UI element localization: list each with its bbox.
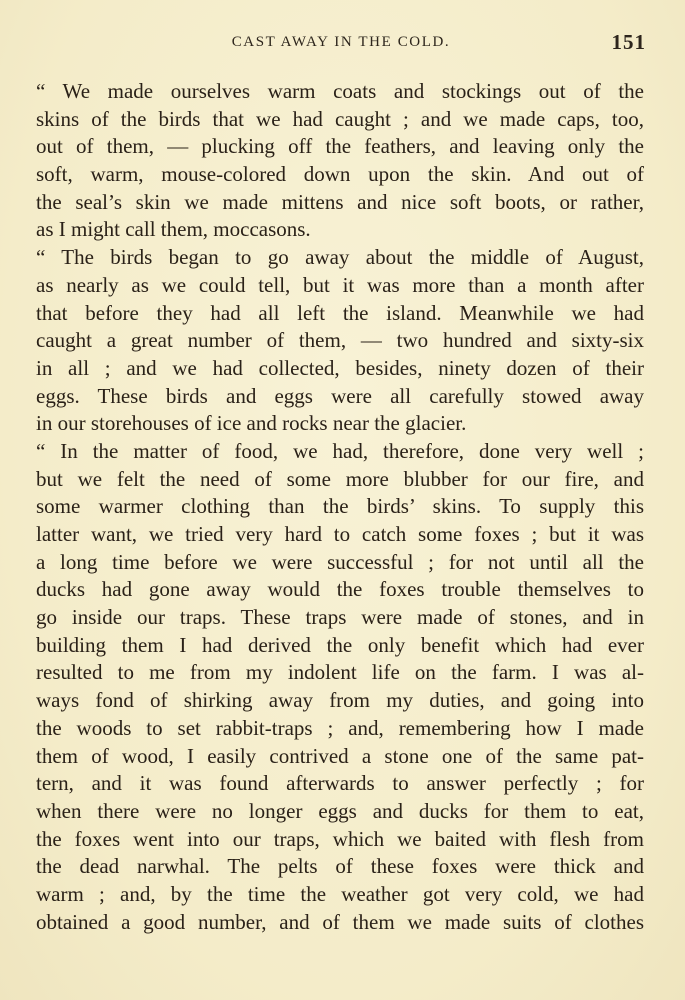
text-line: “ We made ourselves warm coats and stockings out of the xyxy=(36,79,644,103)
text-line: go inside our traps. These traps were made of stones, and in xyxy=(36,605,644,630)
text-line: ducks had gone away would the foxes trouble themselves to xyxy=(36,577,644,602)
text-line: some warmer clothing than the birds’ skins. To supply this xyxy=(36,494,644,519)
text-line: building them I had derived the only benefit which had ever xyxy=(36,632,644,657)
text-line: but we felt the need of some more blubber for our fire, and xyxy=(36,466,644,491)
page-number: 151 xyxy=(611,30,646,54)
text-line: eggs. These birds and eggs were all carefully stowed away xyxy=(36,383,644,408)
text-line: ways fond of shirking away from my duties, and going into xyxy=(36,688,644,713)
text-line: “ In the matter of food, we had, therefore, done very well ; xyxy=(36,438,644,463)
text-line: the woods to set rabbit-traps ; and, remembering how I made xyxy=(36,715,644,740)
text-line: obtained a good number, and of them we made suits of clothes xyxy=(36,909,644,934)
text-line: the seal’s skin we made mittens and nice soft boots, or rather, xyxy=(36,189,644,214)
running-head xyxy=(36,30,646,56)
text-line: warm ; and, by the time the weather got very cold, we had xyxy=(36,881,644,906)
text-line: in all ; and we had collected, besides, ninety dozen of their xyxy=(36,355,644,380)
text-line: skins of the birds that we had caught ; and we made caps, too, xyxy=(36,106,644,131)
body-text xyxy=(36,78,644,936)
text-line: out of them, — plucking off the feathers, and leaving only the xyxy=(36,134,644,159)
text-line: a long time before we were successful ; for not until all the xyxy=(36,549,644,574)
running-title: CAST AWAY IN THE COLD. xyxy=(231,34,451,50)
text-line: resulted to me from my indolent life on the farm. I was al- xyxy=(36,660,644,685)
text-line: as I might call them, moccasons. xyxy=(36,217,311,242)
text-line: in our storehouses of ice and rocks near the glacier. xyxy=(36,411,467,436)
text-line: caught a great number of them, — two hundred and sixty-six xyxy=(36,328,644,353)
text-line: them of wood, I easily contrived a stone one of the same pat- xyxy=(36,743,644,768)
text-line: latter want, we tried very hard to catch some foxes ; but it was xyxy=(36,522,644,546)
text-line: that before they had all left the island. Meanwhile we had xyxy=(36,300,644,325)
text-line: tern, and it was found afterwards to answer perfectly ; for xyxy=(36,771,644,796)
text-line: soft, warm, mouse-colored down upon the skin. And out of xyxy=(36,162,644,187)
text-line: the dead narwhal. The pelts of these foxes were thick and xyxy=(36,854,644,879)
text-line: when there were no longer eggs and ducks for them to eat, xyxy=(36,798,644,823)
text-line: “ The birds began to go away about the middle of August, xyxy=(36,245,644,270)
text-line: as nearly as we could tell, but it was more than a month after xyxy=(36,272,644,297)
text-line: the foxes went into our traps, which we baited with flesh from xyxy=(36,826,644,851)
